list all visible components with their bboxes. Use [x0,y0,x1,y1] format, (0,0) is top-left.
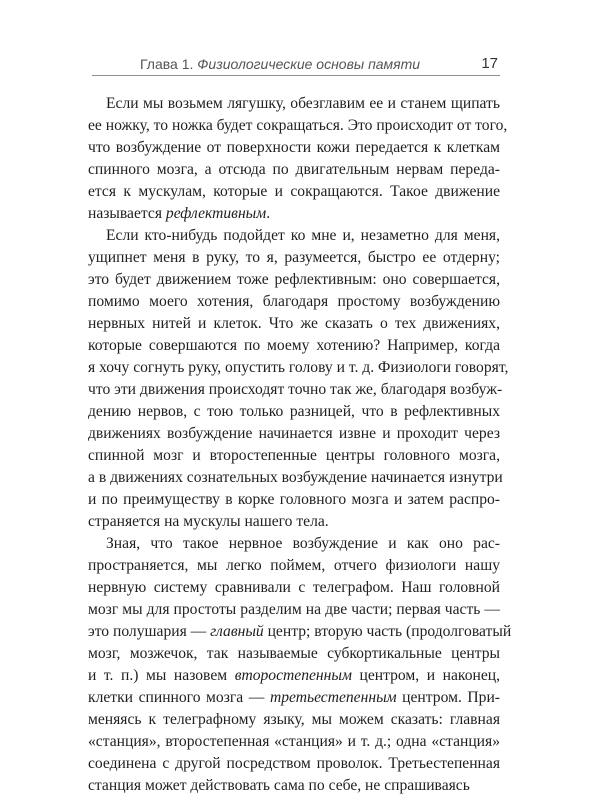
italic-term: второстепенным [234,667,352,684]
text-run: нервных нитей и клеток. Что же сказать о тех движениях, [88,315,500,332]
text-line [88,709,500,731]
text-run: центр; вторую часть (продолговатый [263,623,512,640]
text-line [88,577,500,599]
text-line [88,511,500,533]
text-line [88,489,500,511]
text-run: соединена с другой посредством проволок. Третьестепенная [88,755,500,772]
chapter-heading [140,56,420,72]
text-run: Если мы возьмем лягушку, обезглавим ее и станем щипать [106,95,500,112]
text-run: центром. При- [396,689,501,706]
text-run: движениях возбуждение начинается извне и проходит через [88,425,500,442]
text-run: Если кто-нибудь подойдет ко мне и, незаметно для меня, [106,227,500,244]
text-line [88,379,503,401]
text-line [88,687,500,709]
text-line [88,225,500,247]
text-run: центром, и наконец, [351,667,500,684]
chapter-label: Глава 1. [140,56,194,72]
text-run: ущипнет меня в руку, то я, разумеется, быстро ее отдерну; [88,249,500,266]
text-run: клетки спинного мозга — [88,689,270,706]
body-text [88,93,512,797]
text-run: помимо моего хотения, благодаря простому возбуждению [88,293,500,310]
text-line [88,247,500,269]
text-run: страняется на мускулы нашего тела. [88,513,329,530]
text-run: спинного мозга, а отсюда по двигательным нервам переда- [88,161,500,178]
text-run: станция может действовать сама по себе, не спрашиваясь [88,777,470,794]
text-run: что возбуждение от поверхности кожи передается к клеткам [88,139,500,156]
running-header [92,53,500,75]
text-line [88,357,509,379]
text-line [88,445,500,467]
text-run: меняясь к телеграфному языку, мы можем сказать: главная [88,711,500,728]
text-run: дению нервов, с тою только разницей, что в рефлективных [88,403,500,420]
chapter-title: Физиологические основы памяти [197,56,421,72]
text-run: . [266,205,271,222]
text-run: это полушария — [88,623,211,640]
page-number: 17 [481,55,498,72]
text-run: «станция», второстепенная «станция» и т. д.; одна «станция» [88,733,500,750]
text-run: я хочу согнуть руку, опустить голову и т. д. Физиологи говорят, [88,359,509,376]
text-line [88,665,500,687]
text-line [88,159,500,181]
text-run: а в движениях сознательных возбуждение начинается изнутри [88,469,503,486]
paragraph [88,533,512,797]
text-line [88,313,500,335]
text-line [88,291,500,313]
text-line [88,115,508,137]
text-run: что эти движения происходят точно так же, благодаря возбуж- [88,381,503,398]
text-run: и по преимуществу в корке головного мозга и затем распро- [88,491,500,508]
text-run: мозг, мозжечок, так называемые субкортикальные центры [88,645,500,662]
text-line [88,269,500,291]
text-run: спинной мозг и второстепенные центры головного мозга, [88,447,500,464]
text-run: ется к мускулам, которые и сокращаются. Такое движение [88,183,500,200]
text-run: называется [88,205,166,222]
text-run: мозг мы для простоты разделим на две части; первая часть — [88,601,500,618]
header-rule [92,75,500,76]
text-run: ее ножку, то ножка будет сокращаться. Это происходит от того, [88,117,508,134]
text-line [88,533,500,555]
text-line [88,423,500,445]
text-line [88,555,500,577]
text-line [88,753,500,775]
text-line [88,401,500,423]
text-line [88,599,500,621]
text-line [88,137,500,159]
text-line [88,181,500,203]
text-run: которые совершаются по моему хотению? Например, когда [88,337,500,354]
text-line [88,203,500,225]
italic-term: главный [210,623,264,640]
text-run: это будет движением тоже рефлективным: оно совершается, [88,271,500,288]
text-line [88,93,500,115]
text-run: нервную систему сравнивали с телеграфом. Наш головной [88,579,500,596]
text-line [88,775,500,797]
italic-term: третьестепенным [269,689,397,706]
paragraph [88,225,509,533]
text-line [88,467,503,489]
text-line [88,335,500,357]
italic-term: рефлективным [165,205,267,222]
text-run: пространяется, мы легко поймем, отчего физиологи нашу [88,557,500,574]
text-line [88,643,500,665]
text-run: Зная, что такое нервное возбуждение и как оно рас- [106,535,500,552]
text-line [88,621,512,643]
paragraph [88,93,508,225]
text-run: и т. п.) мы назовем [88,667,235,684]
